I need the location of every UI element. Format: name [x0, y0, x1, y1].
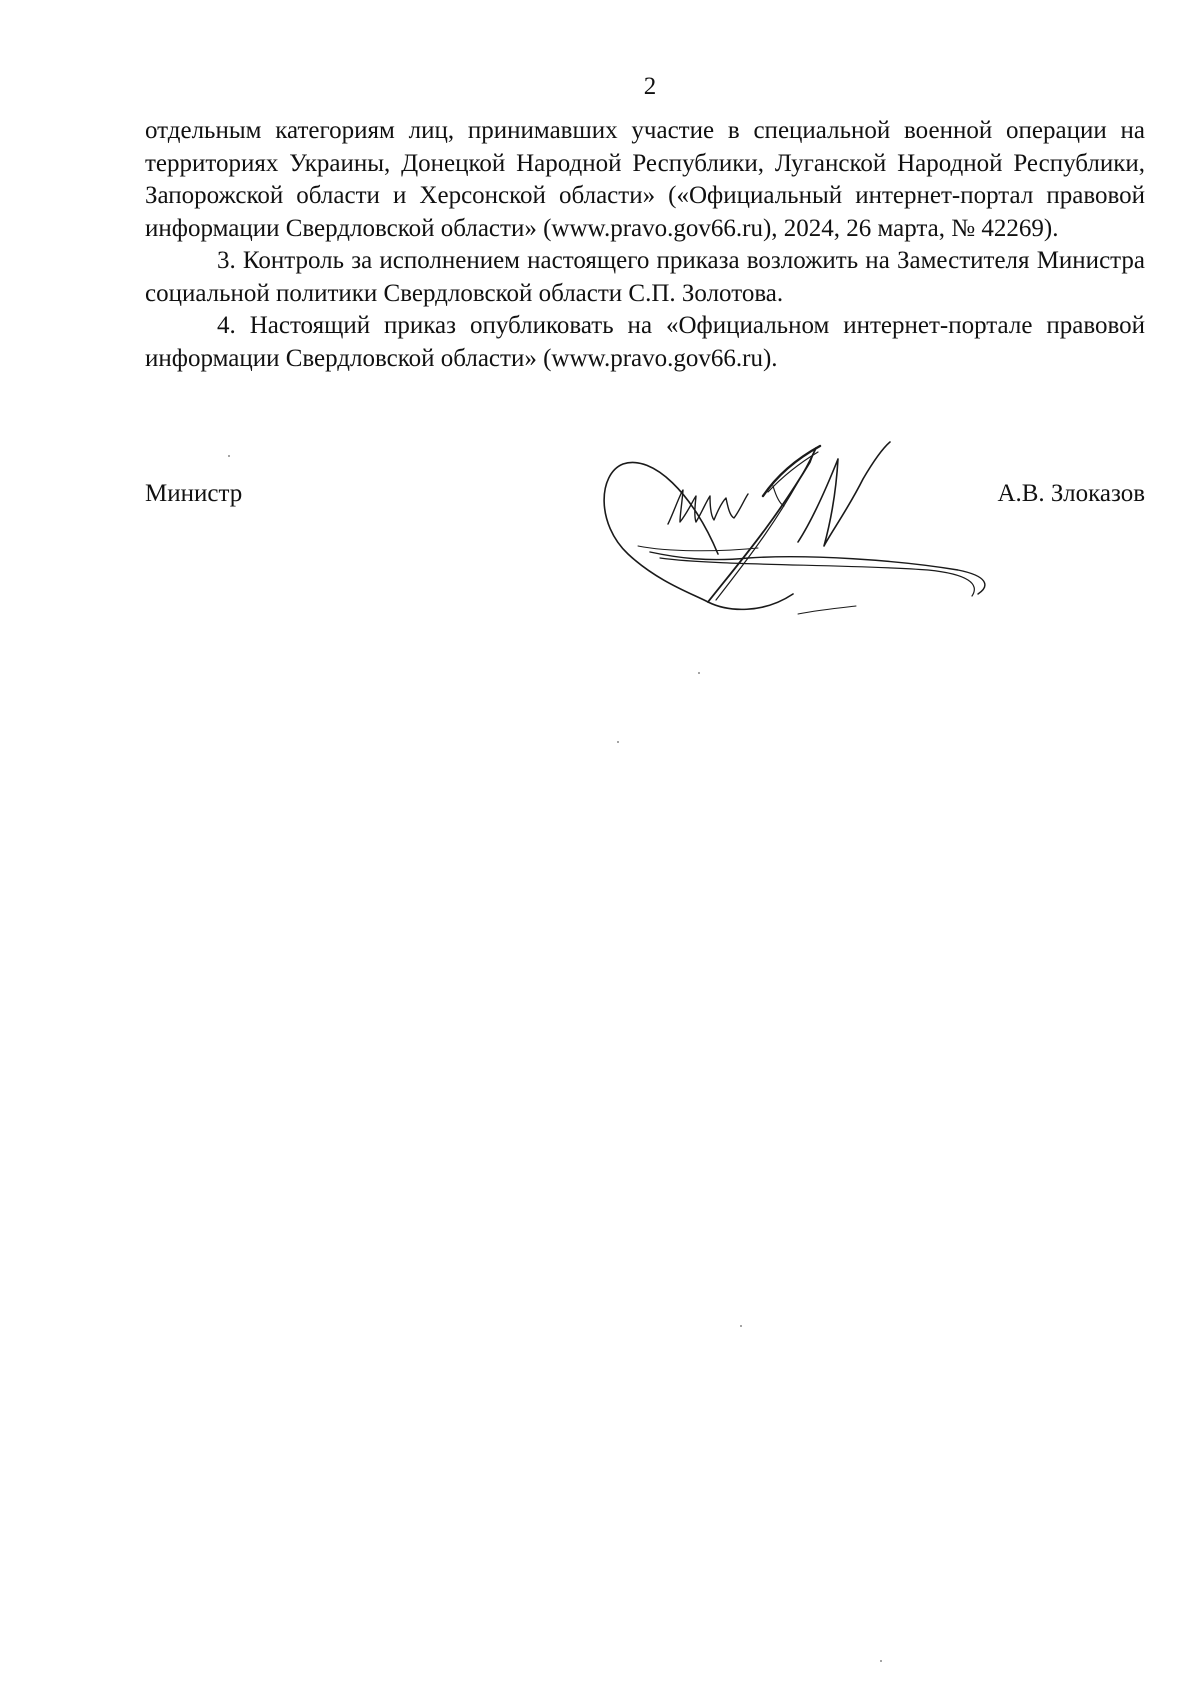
- document-body: [145, 115, 1145, 375]
- page-number: 2: [643, 73, 657, 100]
- scan-speck: [617, 741, 619, 743]
- paragraph-item-4: 4. Настоящий приказ опубликовать на «Официальном интернет-портале правовой информации Свердловской области» (www.pravo.gov66.ru).: [145, 312, 1145, 372]
- scan-speck: [880, 1660, 882, 1662]
- signatory-name: А.В. Злоказов: [997, 480, 1145, 507]
- handwritten-signature: [598, 434, 1068, 654]
- scan-speck: [698, 672, 700, 674]
- paragraph-continuation: отдельным категориям лиц, принимавших участие в специальной военной операции на территориях Украины, Донецкой Народной Республики, Луганской Народной Республики, Запорожской области и Херсонской области» («Официальный интернет-портал правовой информации Свердловской области» (www.pravo.gov66.ru), 2024, 26 марта, № 42269).: [145, 117, 1145, 242]
- paragraph-item-3: 3. Контроль за исполнением настоящего приказа возложить на Заместителя Министра социальной политики Свердловской области С.П. Золотова.: [145, 247, 1145, 307]
- signatory-title: Министр: [145, 480, 243, 507]
- scan-speck: [228, 455, 230, 457]
- scan-speck: [740, 1325, 742, 1327]
